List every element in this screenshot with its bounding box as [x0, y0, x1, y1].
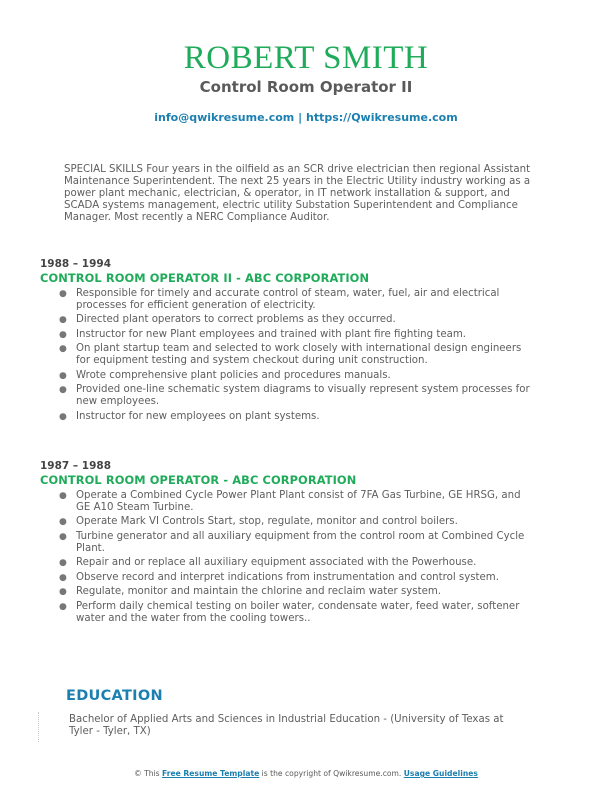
responsibility-item: ● Directed plant operators to correct problems as they occurred.: [59, 314, 396, 326]
bullet-icon: ●: [59, 411, 67, 422]
experience-entry-1: [40, 258, 530, 425]
responsibility-item: ● Instructor for new employees on plant systems.: [59, 410, 320, 422]
bullet-icon: ●: [59, 289, 67, 299]
bullet-icon: ●: [59, 344, 67, 355]
experience-role: CONTROL ROOM OPERATOR II - ABC CORPORATION: [40, 271, 370, 285]
education-entry: Bachelor of Applied Arts and Sciences in Industrial Education - (University of Texas at Tyler - Tyler, TX): [69, 714, 504, 738]
contact-separator: |: [298, 111, 303, 124]
bullet-icon: ●: [59, 558, 67, 569]
responsibility-item: ● Provided one-line schematic system diagrams to visually represent system processes for new employees.: [59, 384, 530, 408]
responsibility-item: ● Regulate, monitor and maintain the chlorine and reclaim water system.: [59, 586, 442, 598]
bullet-icon: ●: [59, 587, 67, 598]
responsibility-list: [40, 490, 530, 625]
responsibility-item: ● Operate a Combined Cycle Power Plant Plant consist of 7FA Gas Turbine, GE HRSG, and GE A10 Steam Turbine.: [59, 490, 521, 514]
usage-guidelines-link[interactable]: Usage Guidelines: [403, 769, 478, 778]
bullet-icon: ●: [59, 315, 67, 326]
bullet-icon: ●: [59, 531, 67, 542]
responsibility-item: ● Instructor for new Plant employees and trained with plant fire fighting team.: [59, 328, 466, 340]
bullet-icon: ●: [59, 572, 67, 583]
experience-dates: 1987 – 1988: [40, 460, 112, 472]
bullet-icon: ●: [59, 385, 67, 396]
experience-role: CONTROL ROOM OPERATOR - ABC CORPORATION: [40, 473, 357, 487]
bullet-icon: ●: [59, 370, 67, 381]
responsibility-item: ● Responsible for timely and accurate control of steam, water, fuel, air and electrical processes for efficient generation of electricity.: [59, 288, 500, 312]
bullet-icon: ●: [59, 329, 67, 340]
education-divider: [38, 712, 39, 742]
responsibility-item: ● On plant startup team and selected to work closely with international design engineers for equipment testing and system checkout during unit construction.: [59, 343, 522, 367]
experience-entry-2: [40, 460, 530, 627]
footer-middle: is the copyright of Qwikresume.com.: [261, 769, 402, 778]
responsibility-item: ● Repair and or replace all auxiliary equipment associated with the Powerhouse.: [59, 557, 477, 569]
candidate-name: ROBERT SMITH: [183, 40, 429, 76]
responsibility-item: ● Wrote comprehensive plant policies and procedures manuals.: [59, 369, 391, 381]
responsibility-item: ● Perform daily chemical testing on boiler water, condensate water, feed water, softener water and the water from the cooling towers..: [59, 600, 520, 624]
email-link[interactable]: info@qwikresume.com: [154, 111, 295, 124]
education-heading: EDUCATION: [66, 688, 163, 704]
responsibility-item: ● Turbine generator and all auxiliary equipment from the control room at Combined Cycle Plant.: [59, 530, 525, 554]
free-resume-template-link[interactable]: Free Resume Template: [162, 769, 260, 778]
website-link[interactable]: https://Qwikresume.com: [305, 111, 458, 124]
bullet-icon: ●: [59, 601, 67, 612]
footer-prefix: © This: [134, 769, 160, 778]
responsibility-item: ● Observe record and interpret indications from instrumentation and control system.: [59, 571, 499, 583]
bullet-icon: ●: [59, 517, 67, 528]
experience-dates: 1988 – 1994: [40, 258, 112, 270]
responsibility-item: ● Operate Mark VI Controls Start, stop, regulate, monitor and control boilers.: [59, 516, 458, 528]
bullet-icon: ●: [59, 491, 67, 501]
summary-paragraph: SPECIAL SKILLS Four years in the oilfield as an SCR drive electrician then regional Assistant Maintenance Superintendent. The next 25 years in the Electric Utility industry working as a power plant mechanic, electrician, & operator, in IT network installation & support, and SCADA systems management, electric utility Substation Superintendent and Compliance Manager. Most recently a NERC Compliance Auditor.: [64, 164, 531, 224]
responsibility-list: [40, 288, 530, 423]
contact-line: [0, 111, 612, 125]
copyright-footer: [0, 769, 612, 779]
job-title: Control Room Operator II: [199, 78, 413, 96]
